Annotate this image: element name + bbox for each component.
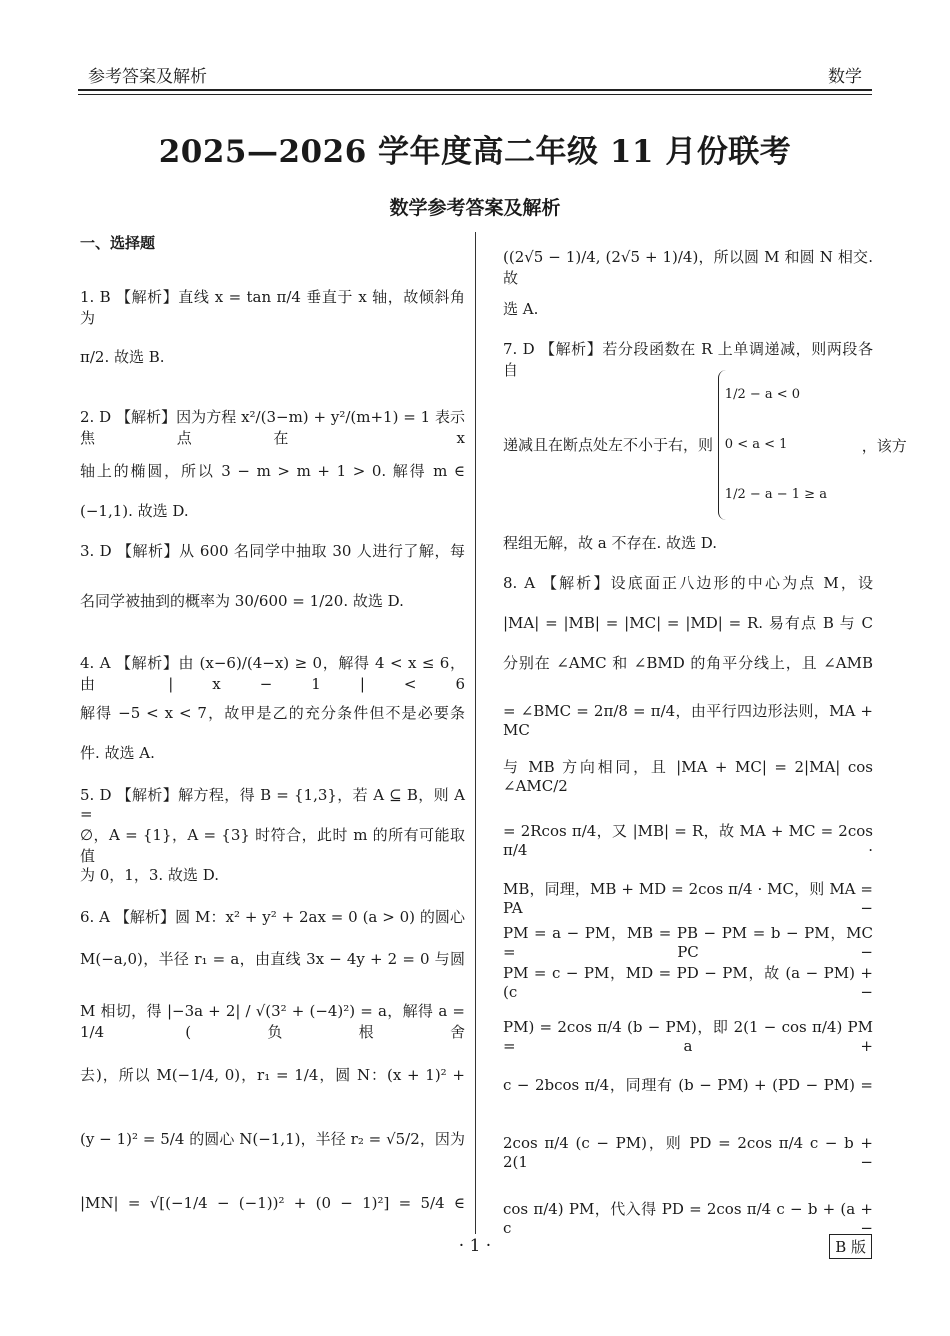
version-badge: B 版 (829, 1234, 872, 1259)
answer-line: 与 MB 方向相同，且 |MA + MC| = 2|MA| cos ∠AMC/2 (503, 758, 873, 795)
answer-line: M 相切，得 |−3a + 2| / √(3² + (−4)²) = a，解得 a = 1/4 (负根舍 (80, 1002, 465, 1041)
answer-line: |MA| = |MB| = |MC| = |MD| = R. 易有点 B 与 C (503, 614, 873, 632)
answer-line: 解得 −5 < x < 7，故甲是乙的充分条件但不是必要条 (80, 704, 465, 722)
answer-line: (−1,1). 故选 D. (80, 502, 189, 520)
answer-line: 7. D 【解析】若分段函数在 R 上单调递减，则两段各自 (503, 340, 873, 379)
answer-line: PM) = 2cos π/4 (b − PM)，即 2(1 − cos π/4) PM = a + (503, 1018, 873, 1055)
answer-line: ((2√5 − 1)/4, (2√5 + 1)/4)，所以圆 M 和圆 N 相交. 故 (503, 248, 873, 287)
section-title: 一、选择题 (80, 234, 156, 252)
answer-line: 8. A 【解析】设底面正八边形的中心为点 M，设 (503, 574, 873, 592)
page-header (78, 58, 872, 92)
system-row: 0 < a < 1 (724, 437, 788, 452)
system-row: 1/2 − a − 1 ≥ a (724, 487, 827, 502)
answer-line: (y − 1)² = 5/4 的圆心 N(−1,1)，半径 r₂ = √5/2，因为 (80, 1130, 465, 1148)
answer-line: 选 A. (503, 300, 539, 318)
answer-line: 1. B 【解析】直线 x = tan π/4 垂直于 x 轴，故倾斜角为 (80, 288, 465, 327)
header-rule-thick (78, 89, 872, 91)
system-intro: 递减且在断点处左不小于右，则 (503, 436, 714, 454)
answer-line: 6. A 【解析】圆 M：x² + y² + 2ax = 0 (a > 0) 的圆心 (80, 908, 465, 926)
page-title: 2025—2026 学年度高二年级 11 月份联考 (158, 134, 792, 170)
header-rule-thin (78, 94, 872, 95)
answer-line: 轴上的椭圆，所以 3 − m > m + 1 > 0. 解得 m ∈ (80, 462, 465, 480)
answer-line: 2. D 【解析】因为方程 x²/(3−m) + y²/(m+1) = 1 表示焦点在 x (80, 408, 465, 447)
answer-line: 名同学被抽到的概率为 30/600 = 1/20. 故选 D. (80, 592, 404, 610)
answer-line: ∅，A = {1}，A = {3} 时符合，此时 m 的所有可能取值 (80, 826, 465, 865)
equation-system (718, 370, 827, 520)
system-tail: ，该方 (861, 436, 907, 455)
page-subtitle: 数学参考答案及解析 (389, 197, 561, 219)
answer-line: = 2Rcos π/4，又 |MB| = R，故 MA + MC = 2cos π/4 · (503, 822, 873, 859)
answer-line: |MN| = √[(−1/4 − (−1))² + (0 − 1)²] = 5/4 ∈ (80, 1194, 465, 1212)
answer-line: π/2. 故选 B. (80, 348, 165, 366)
answer-line: 3. D 【解析】从 600 名同学中抽取 30 人进行了解，每 (80, 542, 465, 560)
answer-line: 2cos π/4 (c − PM)，则 PD = 2cos π/4 c − b + 2(1 − (503, 1134, 873, 1171)
header-right: 数学 (828, 67, 862, 87)
page-number: · 1 · (458, 1236, 492, 1256)
answer-line: 5. D 【解析】解方程，得 B = {1,3}，若 A ⊆ B，则 A = (80, 786, 465, 823)
answer-line: M(−a,0)，半径 r₁ = a，由直线 3x − 4y + 2 = 0 与圆 (80, 950, 465, 968)
answer-line-system (503, 370, 907, 520)
answer-line: PM = a − PM，MB = PB − PM = b − PM，MC = PC − (503, 924, 873, 961)
answer-line: PM = c − PM，MD = PD − PM，故 (a − PM) + (c − (503, 964, 873, 1001)
header-left: 参考答案及解析 (88, 67, 207, 87)
answer-line: 程组无解，故 a 不存在. 故选 D. (503, 534, 718, 552)
answer-line: 分别在 ∠AMC 和 ∠BMD 的角平分线上，且 ∠AMB (503, 654, 873, 672)
answer-line: = ∠BMC = 2π/8 = π/4，由平行四边形法则，MA + MC (503, 702, 873, 739)
answer-line: MB，同理，MB + MD = 2cos π/4 · MC，则 MA = PA − (503, 880, 873, 917)
answer-line: 件. 故选 A. (80, 744, 155, 762)
answer-line: c − 2bcos π/4，同理有 (b − PM) + (PD − PM) = (503, 1076, 873, 1094)
answer-line: 去)，所以 M(−1/4, 0)，r₁ = 1/4，圆 N：(x + 1)² + (80, 1066, 465, 1084)
answer-line: 4. A 【解析】由 (x−6)/(4−x) ≥ 0，解得 4 < x ≤ 6，由 | x − 1 | < 6 (80, 654, 465, 693)
column-divider (475, 232, 476, 1234)
answer-line: cos π/4) PM，代入得 PD = 2cos π/4 c − b + (a + c − (503, 1200, 873, 1237)
answer-line: 为 0，1，3. 故选 D. (80, 866, 219, 884)
system-row: 1/2 − a < 0 (724, 387, 801, 402)
